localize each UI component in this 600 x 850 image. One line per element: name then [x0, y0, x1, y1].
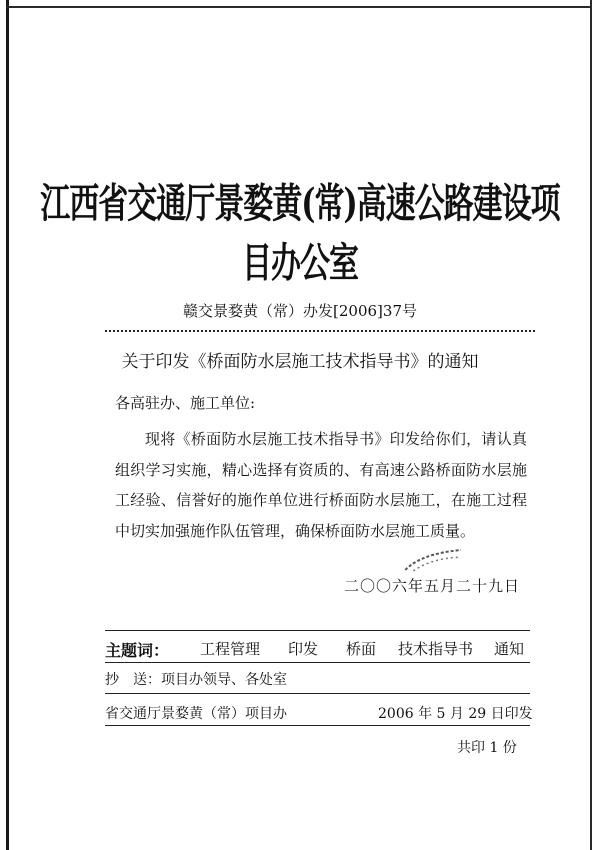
subject-keywords-line — [105, 638, 535, 661]
cc-top-rule — [105, 662, 530, 663]
subject-keyword: 工程管理 — [200, 640, 261, 658]
issuing-office: 省交通厅景婺黄（常）项目办 — [105, 706, 287, 722]
subject-keyword: 桥面 — [346, 640, 377, 658]
official-seal-stamp — [401, 544, 465, 574]
subject-keyword: 通知 — [494, 640, 525, 658]
body-paragraph: 现将《桥面防水层施工技术指导书》印发给你们，请认真组织学习实施，精心选择有资质的、有高速公路桥面防水层施工经验、信誉好的施作单位进行桥面防水层施工，在施工过程中切实加强施作队伍管理，确保桥面防水层施工质量。 — [115, 430, 527, 540]
cc-bottom-rule — [105, 693, 530, 694]
header-divider — [105, 330, 535, 332]
issue-date: 2006 年 5 月 29 日印发 — [378, 706, 533, 722]
salutation: 各高驻办、施工单位: — [115, 394, 256, 412]
print-copies: 共印 1 份 — [457, 740, 517, 756]
scan-border-right — [590, 0, 592, 850]
document-number: 赣交景婺黄（常）办发[2006]37号 — [183, 302, 417, 320]
organization-title: 江西省交通厅景婺黄(常)高速公路建设项目办公室 — [40, 180, 560, 288]
subject-keyword: 技术指导书 — [398, 640, 474, 658]
signing-date: 二〇〇六年五月二十九日 — [344, 577, 521, 595]
footer-rule — [105, 725, 530, 726]
scan-border-top — [6, 6, 592, 8]
subject-keyword: 印发 — [288, 640, 319, 658]
subject-label: 主题词： — [105, 641, 170, 660]
notice-title: 关于印发《桥面防水层施工技术指导书》的通知 — [121, 352, 479, 372]
cc-recipients: 抄 送：项目办领导、各处室 — [105, 672, 287, 688]
scan-border-left — [6, 0, 9, 850]
subject-top-rule — [105, 630, 530, 631]
